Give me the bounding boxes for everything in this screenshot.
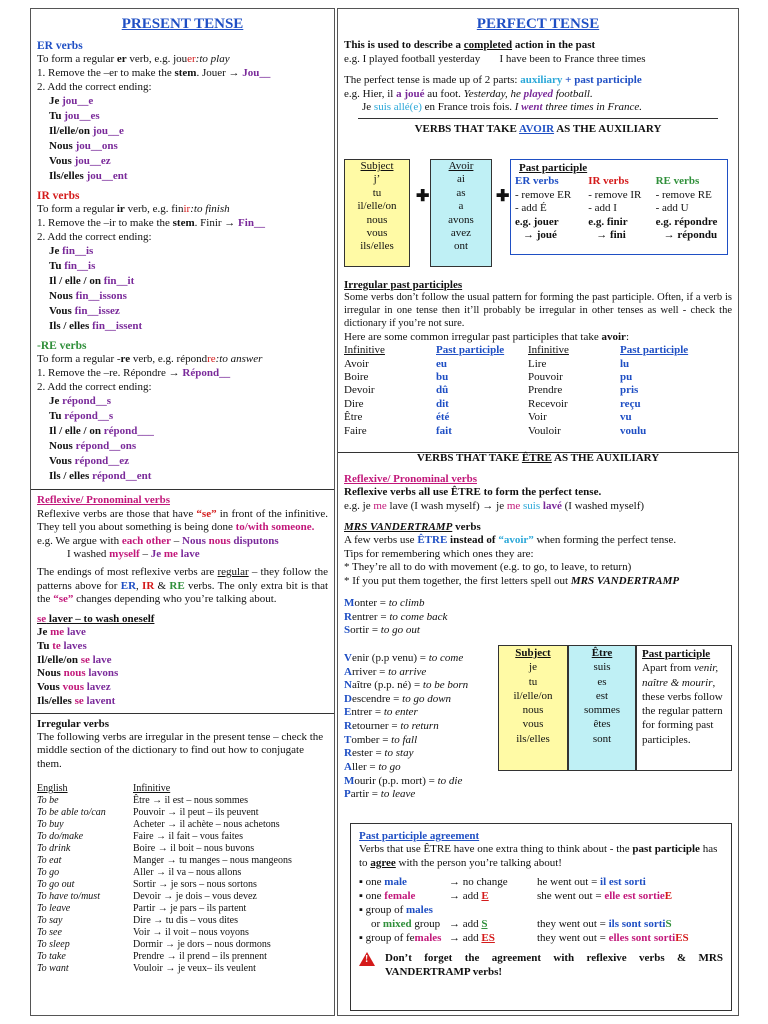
left-divider-2 — [31, 713, 334, 714]
agreement-warning: ! Don’t forget the agreement with reflexive verbs & MRS VANDERTRAMP verbs! — [359, 952, 723, 979]
re-line1: To form a regular -re verb, e.g. répondre:to answer — [37, 353, 263, 366]
laver-conjugation: Je me lave Tu te laves Il/elle/on se lave Nous nous lavons Vous vous lavez Ils/elles se lavent — [37, 626, 119, 707]
list-item: Descendre = to go down — [344, 692, 452, 705]
irregular-pp-section: Irregular past participles Some verbs don’t follow the usual pattern for forming the past participle. Often, if a verb is irregular in one tense then it’ll probably be irregular in other tenses as well - check the dictionary if you’re not sure. Here are some common irregular past participles that take avoir: Infinitive Past participle Infinitive Past participle Avoir eu Lire lu Boire bu Pouvoir pu Devoir dû Prendre pris Dire dit Recevoir reçu Être été Voir vu Faire fait Vouloir voulu — [344, 279, 732, 437]
table-row: To go out Sortir → je sors – nous sortons — [37, 879, 257, 891]
er-conjugation: Je jou__e Tu jou__es Il/elle/on jou__e Nous jou__ons Vous jou__ez Ils/elles jou__ent — [49, 95, 128, 183]
avoir-forms-box: Avoir ai as a avons avez ont — [430, 159, 492, 267]
perfect-tense-title: PERFECT TENSE — [476, 16, 600, 32]
avoir-past-participle-box: Past participle ER verbs - remove ER - add É e.g. jouer → joué IR verbs - remove IR - add I e.g. finir → fini RE verbs - remove RE - add U e.g. répondre → répondu — [510, 159, 728, 255]
reflexive-para3: I washed myself – Je me lave — [67, 547, 200, 560]
re-section — [37, 339, 328, 485]
ir-line3: 2. Add the correct ending: — [37, 231, 152, 244]
table-row: To go Aller → il va – nous allons — [37, 867, 242, 879]
er-line1: To form a regular er verb, e.g. jouer:to play — [37, 53, 230, 66]
er-heading: ER verbs — [37, 40, 83, 53]
table-row: To say Dire → tu dis – vous dites — [37, 915, 238, 927]
table-row: To have to/must Devoir → je dois – vous devez — [37, 891, 257, 903]
irregular-text: The following verbs are irregular in the present tense – check the middle section of the dictionary to find out how to conjugate them. — [37, 730, 324, 770]
irregular-verb-table — [37, 783, 328, 975]
list-item: Tomber = to fall — [344, 733, 418, 746]
table-row: To do/make Faire → il fait – vous faites — [37, 831, 243, 843]
mrs-vandertramp-section: MRS VANDERTRAMP verbs A few verbs use ÊTRE instead of “avoir” when forming the perfect tense. Tips for remembering which ones they are: * They’re all to do with movement (e.g. to go, to leave, to return) * If you put them together, the first letters spell out MRS VANDERTRAMP — [344, 521, 680, 587]
present-tense-panel — [30, 8, 335, 1016]
avoir-heading: VERBS THAT TAKE AVOIR AS THE AUXILIARY — [414, 123, 662, 136]
ir-conjugation: Je fin__is Tu fin__is Il / elle / on fin__it Nous fin__issons Vous fin__issez Ils / elles fin__issent — [49, 245, 143, 333]
list-item: Aller = to go — [344, 760, 401, 773]
mrs-verb-list — [344, 597, 499, 802]
table-row: To leave Partir → je pars – ils partent — [37, 903, 247, 915]
reflexive-para1: Reflexive verbs are those that have “se” in front of the infinitive. They tell you about something is being done to/with someone. — [37, 507, 328, 534]
list-item: Partir = to leave — [344, 788, 416, 801]
agreement-row-group-males: ▪ group of males — [359, 904, 433, 917]
irregular-heading: Irregular verbs — [37, 717, 109, 730]
irregular-section — [37, 718, 328, 976]
er-section — [37, 39, 328, 185]
reflexive-para2: e.g. We argue with each other – Nous nous disputons — [37, 534, 279, 547]
plus-icon: ✚ — [416, 188, 430, 205]
etre-heading: VERBS THAT TAKE ÊTRE AS THE AUXILIARY — [416, 452, 660, 464]
table-row: To take Prendre → il prend – ils prennent — [37, 951, 267, 963]
re-conjugation: Je répond__s Tu répond__s Il / elle / on répond___ Nous répond__ons Vous répond__ez Ils / elles répond__ent — [49, 395, 154, 483]
list-item: Monter = to climb — [344, 597, 425, 609]
etre-forms-box: Être suis es est sommes êtes sont — [568, 645, 636, 771]
pp-re-column: RE verbs - remove RE - add U e.g. répondre → répondu — [655, 175, 718, 242]
table-row: To buy Acheter → il achète – nous achetons — [37, 819, 280, 831]
ir-line1: To form a regular ir verb, e.g. finir:to finish — [37, 203, 230, 216]
warning-icon: ! — [359, 952, 375, 966]
list-item: Retourner = to return — [344, 720, 439, 732]
pp-ir-column: IR verbs - remove IR - add I e.g. finir → fini — [588, 175, 642, 242]
irregular-table-header: English Infinitive — [37, 783, 171, 795]
er-line2: 1. Remove the –er to make the stem. Jouer → Jou__ — [37, 67, 271, 80]
list-item: Mourir (p.p. mort) = to die — [344, 774, 463, 787]
list-item: Sortir = to go out — [344, 624, 420, 637]
list-item: Rentrer = to come back — [344, 610, 448, 623]
laver-heading: se laver – to wash oneself — [37, 612, 155, 625]
reflexive-heading: Reflexive/ Pronominal verbs — [37, 494, 170, 507]
list-item: Arriver = to arrive — [344, 665, 427, 678]
pp-er-column: ER verbs - remove ER - add É e.g. jouer → joué — [515, 175, 572, 242]
table-row: To drink Boire → il boit – nous buvons — [37, 843, 255, 855]
table-row: To want Vouloir → je veux– ils veulent — [37, 963, 256, 975]
table-row: To sleep Dormir → je dors – nous dormons — [37, 939, 271, 951]
table-row: To see Voir → il voit – nous voyons — [37, 927, 249, 939]
list-item: Entrer = to enter — [344, 706, 418, 719]
agreement-row-mixed: or mixed group → add S they went out = ils sont sortiS — [371, 918, 672, 931]
reflexive-para4: The endings of most reflexive verbs are regular – they follow the patterns above for ER, IR & RE verbs. The only extra bit is that the “se” changes depending who you’re talking about. — [37, 566, 329, 606]
table-row: To eat Manger → tu manges – nous mangeons — [37, 855, 292, 867]
ir-line2: 1. Remove the –ir to make the stem. Finir → Fin__ — [37, 217, 265, 230]
re-heading: -RE verbs — [37, 340, 87, 353]
agreement-row-female: ▪ one female → add E she went out = elle est sortieE — [359, 890, 673, 903]
table-row: To be able to/can Pouvoir → il peut – ils peuvent — [37, 807, 259, 819]
avoir-subject-box: Subject j’ tu il/elle/on nous vous ils/elles — [344, 159, 410, 267]
irregular-pp-table: Infinitive Past participle Infinitive Past participle Avoir eu Lire lu Boire bu Pouvoir pu Devoir dû Prendre pris Dire dit Recevoir reçu Être été Voir vu Faire fait Vouloir voulu — [344, 344, 689, 437]
agreement-row-male: ▪ one male → no change he went out = il est sorti — [359, 876, 646, 889]
left-divider-1 — [31, 489, 334, 490]
ir-heading: IR verbs — [37, 190, 80, 203]
plus-icon: ✚ — [496, 188, 510, 205]
perfect-tense-panel — [337, 8, 739, 1016]
list-item: Naître (p.p. né) = to be born — [344, 679, 469, 692]
present-tense-title: PRESENT TENSE — [121, 16, 244, 32]
agreement-row-females: ▪ group of females → add ES they went out = elles sont sortiES — [359, 932, 689, 945]
table-row: To be Être → il est – nous sommes — [37, 795, 248, 807]
etre-past-participle-box: Past participle Apart from venir, naître & mourir, these verbs follow the regular pattern for forming past participles. — [636, 645, 732, 771]
er-line3: 2. Add the correct ending: — [37, 81, 152, 94]
ir-section — [37, 189, 328, 335]
list-item: Venir (p.p venu) = to come — [344, 651, 464, 664]
perfect-intro: This is used to describe a completed action in the past e.g. I played football yesterday I have been to France three times The perfect tense is made up of 2 parts: auxiliary + past participle e.g. Hier, il a joué au foot. Yesterday, he played football. Je suis allé(e) en France trois fois. I went three times in France. — [344, 39, 646, 113]
list-item: Rester = to stay — [344, 747, 414, 760]
etre-subject-box: Subject je tu il/elle/on nous vous ils/elles — [498, 645, 568, 771]
reflexive-perfect-section: Reflexive/ Pronominal verbs Reflexive verbs all use ÊTRE to form the perfect tense. e.g. je me lave (I wash myself) → je me suis lavé (I washed myself) — [344, 473, 645, 512]
re-line3: 2. Add the correct ending: — [37, 381, 152, 394]
agreement-box: Past participle agreement Verbs that use ÊTRE have one extra thing to think about - the past participle has to agree with the person you’re talking about! ▪ one male → no change he went out = il est sorti ▪ one female → add E she went out = elle est sortieE ▪ group of males or mixed group → add S they went out = ils sont sortiS ▪ group of females → add ES they went out = elles sont sortiES ! Don’t forget the agreement with reflexive verbs & MRS VANDERTRAMP verbs! — [350, 823, 732, 1011]
reflexive-section — [37, 494, 328, 708]
re-line2: 1. Remove the –re. Répondre → Répond__ — [37, 367, 231, 380]
